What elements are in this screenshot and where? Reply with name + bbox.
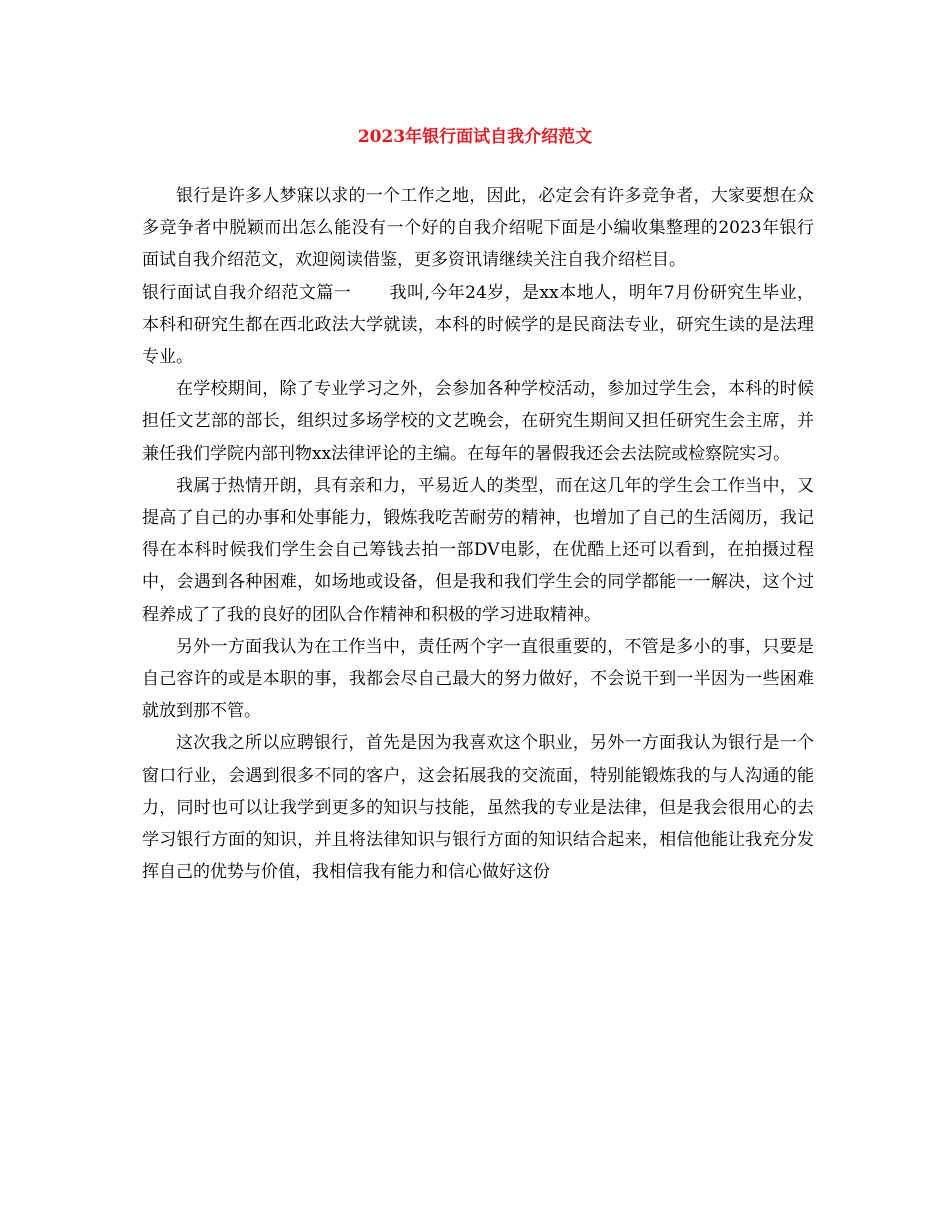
section-heading: 银行面试自我介绍范文篇一 <box>142 282 352 303</box>
body-paragraph: 另外一方面我认为在工作当中，责任两个字一直很重要的，不管是多小的事，只要是自己容许的或是本职的事，我都会尽自己最大的努力做好，不会说干到一半因为一些困难就放到那不管。 <box>142 636 814 722</box>
document-body <box>142 180 814 888</box>
document-title: 2023年银行面试自我介绍范文 <box>357 127 593 147</box>
intro-paragraph: 银行是许多人梦寐以求的一个工作之地，因此，必定会有许多竞争者，大家要想在众多竞争者中脱颖而出怎么能没有一个好的自我介绍呢下面是小编收集整理的2023年银行面试自我介绍范文，欢迎阅读借鉴，更多资讯请继续关注自我介绍栏目。 <box>142 186 814 271</box>
body-paragraph: 这次我之所以应聘银行，首先是因为我喜欢这个职业，另外一方面我认为银行是一个窗口行业，会遇到很多不同的客户，这会拓展我的交流面，特别能锻炼我的与人沟通的能力，同时也可以让我学到更多的知识与技能，虽然我的专业是法律，但是我会很用心的去学习银行方面的知识，并且将法律知识与银行方面的知识结合起来，相信他能让我充分发挥自己的优势与价值，我相信我有能力和信心做好这份 <box>142 733 814 883</box>
body-paragraph: 在学校期间，除了专业学习之外，会参加各种学校活动，参加过学生会，本科的时候担任文艺部的部长，组织过多场学校的文艺晚会，在研究生期间又担任研究生会主席，并兼任我们学院内部刊物xx法律评论的主编。在每年的暑假我还会去法院或检察院实习。 <box>142 379 814 464</box>
section-first-text: 我叫,今年24岁，是xx本地人，明年7月份研究生毕业，本科和研究生都在西北政法大学就读，本科的时候学的是民商法专业，研究生读的是法理专业。 <box>142 282 815 368</box>
section-first-paragraph <box>142 277 814 374</box>
body-paragraph: 我属于热情开朗，具有亲和力，平易近人的类型，而在这几年的学生会工作当中，又提高了自己的办事和处事能力，锻炼我吃苦耐劳的精神，也增加了自己的生活阅历，我记得在本科时候我们学生会自己筹钱去拍一部DV电影，在优酷上还可以看到，在拍摄过程中，会遇到各种困难，如场地或设备，但是我和我们学生会的同学都能一一解决，这个过程养成了了我的良好的团队合作精神和积极的学习进取精神。 <box>142 475 814 625</box>
